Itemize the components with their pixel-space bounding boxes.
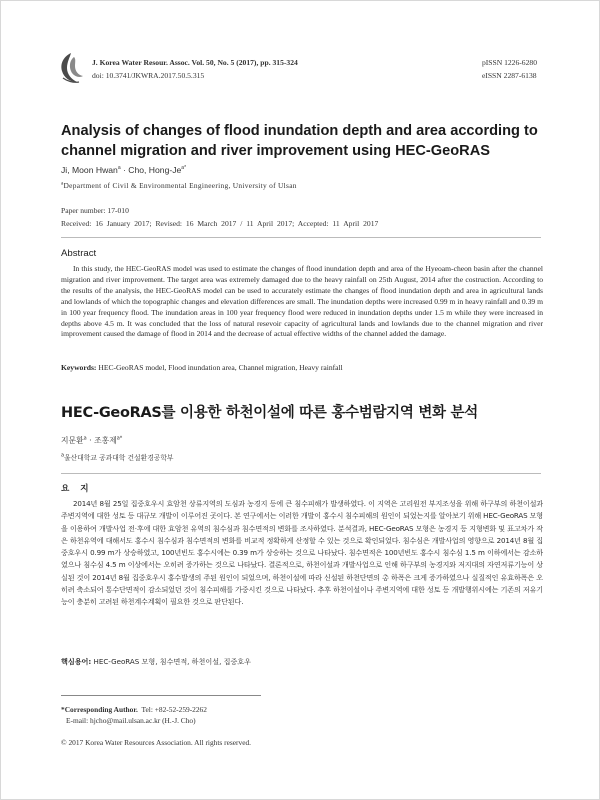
journal-citation: J. Korea Water Resour. Assoc. Vol. 50, No. 5 (2017), pp. 315-324 (92, 58, 298, 67)
english-title: Analysis of changes of flood inundation depth and area according to channel migration and river improvement using HEC-GeoRAS (61, 123, 538, 159)
divider (61, 237, 541, 238)
journal-logo-icon (57, 51, 85, 85)
doi[interactable]: doi: 10.3741/JKWRA.2017.50.5.315 (92, 70, 205, 80)
author-2-sup: a* (181, 165, 187, 172)
korean-keywords (61, 657, 543, 667)
korean-keywords-label: 핵심용어: (61, 657, 92, 666)
korean-author-1-sup: a (83, 435, 87, 442)
received-dates: Received: 16 January 2017; Revised: 16 March 2017 / 11 April 2017; Accepted: 11 April 2017 (61, 219, 379, 228)
author-2: Cho, Hong-Je (128, 165, 182, 175)
english-authors (61, 165, 186, 175)
issn-block (482, 57, 537, 82)
author-1: Ji, Moon Hwan (61, 165, 118, 175)
korean-affiliation-sup: a (61, 452, 65, 459)
korean-affiliation-text: 울산대학교 공과대학 건설환경공학부 (64, 454, 174, 462)
korean-author-separator: · (86, 436, 95, 445)
korean-author-1: 지문환 (61, 436, 84, 445)
keywords-label: Keywords: (61, 363, 97, 372)
eissn: eISSN 2287-6138 (481, 70, 537, 80)
korean-abstract-body: 2014년 8월 25일 집중호우시 효암천 상류지역의 도심과 농경지 등에 큰 침수피해가 발생하였다. 이 지역은 고리원전 부지조성을 위해 하구부의 하천이설과 주변지역에 대한 성토 등 대규모 개발이 이루어진 곳이다. 본 연구에서는 이러한 개발이 홍수시 침수피해의 원인이 되었는지를 알아보기 위해 HEC-GeoRAS 모형을 이용하여 개발사업 전·후에 대한 효암천 유역의 침수심과 침수면적의 변화를 조사하였다. 분석결과, HEC-GeoRAS 모형은 농경지 등 지형변화 및 표고차가 작은 하천유역에 대해서도 홍수시 침수심과 침수면적의 변화를 비교적 정확하게 산정할 수 있는 것으로 확인되었다. 침수심은 개발사업의 영향으로 2014년 8월 집중호우시 0.99 m가 상승하였고, 100년빈도 홍수시에는 0.39 m가 상승하는 것으로 나타났다. 침수면적은 100년빈도 홍수시 침수심 1.5 m 이하에서는 감소하였으나 침수심 4.5 m 이상에서는 오히려 증가하는 것으로 나타났다. 결론적으로, 하천이설과 개발사업으로 인해 하구부의 농경지와 저지대의 자연저류기능이 상실된 것이 2014년 8월 집중호우시 홍수발생의 주된 원인이 되었으며, 하천이설에 따라 신설된 하천단면의 총 하폭은 크게 증가하였으나 실질적인 유효하폭은 오히려 축소되어 통수단면적이 감소되었던 것이 침수피해를 가중시킨 것으로 나타났다. 추후 하천이설이나 주변지역에 대한 성토 등 개발행위시에는 기존의 저유기능이 충분히 고려된 하천계수계획이 필요한 것으로 판단된다. (61, 499, 543, 607)
affiliation-text: Department of Civil & Environmental Engineering, University of Ulsan (63, 181, 297, 190)
corresponding-author (61, 704, 207, 726)
korean-divider (61, 473, 541, 474)
copyright: © 2017 Korea Water Resources Association. All rights reserved. (61, 738, 252, 747)
journal-header (92, 57, 298, 82)
english-keywords (61, 363, 543, 372)
corr-label: *Corresponding Author. (61, 705, 138, 714)
korean-abstract-heading: 요 지 (61, 484, 93, 494)
korean-affiliation (61, 452, 173, 462)
pissn: pISSN 1226-6280 (481, 58, 537, 67)
paper-number: Paper number: 17-010 (61, 206, 129, 215)
author-1-sup: a (117, 165, 121, 172)
footnote-divider (61, 695, 261, 696)
keywords-text: HEC-GeoRAS model, Flood inundation area, Channel migration, Heavy rainfall (96, 363, 343, 372)
korean-keywords-text: HEC-GeoRAS 모형, 침수면적, 하천이설, 집중호우 (91, 657, 252, 666)
corr-email[interactable]: E-mail: hjcho@mail.ulsan.ac.kr (H.-J. Cho) (66, 716, 196, 725)
korean-author-2: 조홍제 (94, 436, 117, 445)
korean-title: HEC-GeoRAS를 이용한 하천이설에 따른 홍수범람지역 변화 분석 (61, 405, 478, 421)
corr-tel: Tel: +82-52-259-2262 (141, 705, 207, 714)
author-separator: · (120, 165, 129, 175)
affiliation-sup: a (61, 181, 64, 187)
english-affiliation (61, 181, 297, 190)
abstract-heading: Abstract (61, 248, 97, 259)
korean-author-2-sup: a* (116, 435, 123, 442)
korean-authors (61, 435, 122, 446)
abstract-body: In this study, the HEC-GeoRAS model was used to estimate the changes of flood inundation depth and area of the Hyeoam-cheon basin after the channel migration and river improvement. The target area was extremely damaged due to the heavy rainfall on 25th August, 2014 after the costruction. According to the results of the analysis, the HEC-GeoRAS model can be used to accurately estimate the changes of flood inundation depth and area in agricultural lands and lowlands of which the topographic changes and elevation differences are small. The inundation depths were increased 0.99 m in heavy rainfall and 0.39 m in 100 year frequency flood. The inundation areas in 100 year frequency flood were reduced in inundation depths under 1.5 m while they were increased in depths above 4.5 m. It was concluded that the loss of natural resevoir capacity of agricultural lands and lowlands due to the channel migration and river improvement caused the damage of flood in 2014 and the decrease of actual effective widths of the channel added the damage. (61, 264, 543, 339)
